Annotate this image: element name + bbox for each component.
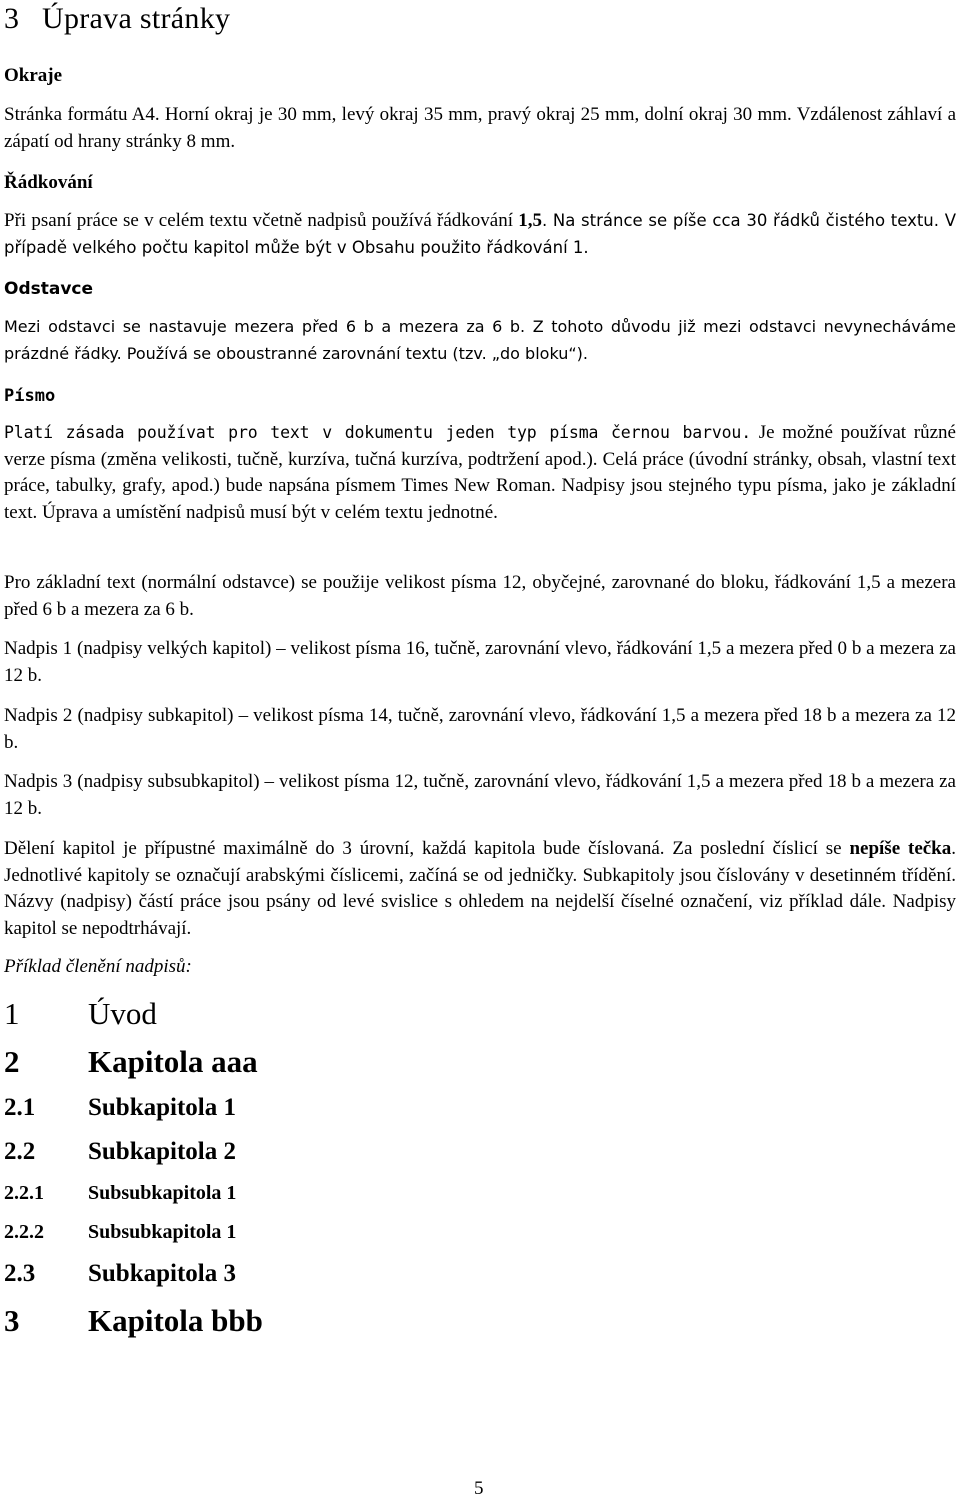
chapter-number: 3 <box>4 2 20 35</box>
paragraph-nadpis-2: Nadpis 2 (nadpisy subkapitol) – velikost písma 14, tučně, zarovnání vlevo, řádkování 1,5 a mezera před 18 b a mezera za 12 b. <box>4 705 956 753</box>
example-heading-number: 3 <box>4 1303 20 1338</box>
paragraph-zakladni-text: Pro základní text (normální odstavce) se použije velikost písma 12, obyčejné, zarovnané do bloku, řádkování 1,5 a mezera před 6 b a mezera za 6 b. <box>4 572 956 620</box>
example-heading-title: Subkapitola 2 <box>88 1138 236 1165</box>
section-text-odstavce <box>4 314 956 367</box>
section-heading-odstavce: Odstavce <box>4 279 94 299</box>
example-heading-number: 1 <box>4 996 20 1031</box>
example-heading-number: 2.2.1 <box>4 1182 44 1204</box>
deleni-text-part1: Dělení kapitol je přípustné maximálně do 3 úrovní, každá kapitola bude číslovaná. Za poslední číslicí se <box>4 838 850 859</box>
example-heading-title: Kapitola bbb <box>88 1303 263 1338</box>
example-heading-1 <box>4 996 157 1032</box>
section-text-okraje: Stránka formátu A4. Horní okraj je 30 mm, levý okraj 35 mm, pravý okraj 25 mm, dolní okraj 30 mm. Vzdálenost záhlaví a zápatí od hrany stránky 8 mm. <box>4 104 956 152</box>
section-text-pismo <box>4 420 956 526</box>
example-heading-title: Subkapitola 3 <box>88 1260 236 1287</box>
pismo-text-part2: Je možné používat různé verze písma (změna velikosti, tučně, kurzíva, tučná kurzíva, podtržení apod.). Celá práce (úvodní stránky, obsah, vlastní text práce, tabulky, grafy, apod.) bude napsána písmem Times New Roman. Nadpisy jsou stejného typu písma, jako je základní text. Úprava a umístění nadpisů musí být v celém textu jednotné. <box>4 422 956 523</box>
section-heading-okraje: Okraje <box>4 65 63 86</box>
radkovani-text-part1: Při psaní práce se v celém textu včetně nadpisů používá řádkování <box>4 210 519 231</box>
example-heading-2-1 <box>4 1094 236 1122</box>
example-heading-2-3 <box>4 1260 236 1288</box>
example-heading-2-2-1 <box>4 1182 236 1205</box>
radkovani-text-part2: . Na stránce se píše cca 30 řádků čistého textu. V případě velkého počtu kapitol může být v Obsahu použito řádkování 1. <box>4 211 956 257</box>
example-label: Příklad členění nadpisů: <box>4 956 192 977</box>
section-text-radkovani <box>4 208 956 261</box>
example-heading-title: Kapitola aaa <box>88 1044 258 1079</box>
example-heading-title: Úvod <box>88 996 157 1031</box>
example-heading-2-2-2 <box>4 1221 236 1244</box>
example-heading-title: Subsubkapitola 1 <box>88 1221 237 1243</box>
radkovani-text-bold: 1,5 <box>518 210 542 231</box>
example-heading-number: 2.2.2 <box>4 1221 44 1243</box>
example-heading-3 <box>4 1303 263 1339</box>
section-heading-pismo: Písmo <box>4 386 56 406</box>
example-heading-title: Subkapitola 1 <box>88 1094 236 1121</box>
example-heading-number: 2.2 <box>4 1138 36 1165</box>
example-heading-number: 2 <box>4 1044 20 1079</box>
chapter-heading <box>4 2 230 36</box>
paragraph-nadpis-1: Nadpis 1 (nadpisy velkých kapitol) – velikost písma 16, tučně, zarovnání vlevo, řádkování 1,5 a mezera před 0 b a mezera za 12 b. <box>4 638 956 686</box>
deleni-text-bold: nepíše tečka <box>849 838 952 859</box>
pismo-text-part1: Platí zásada používat pro text v dokumentu jeden typ písma černou barvou. <box>4 423 751 442</box>
example-heading-title: Subsubkapitola 1 <box>88 1182 237 1204</box>
example-heading-2-2 <box>4 1138 236 1166</box>
page-number: 5 <box>474 1478 484 1499</box>
chapter-title: Úprava stránky <box>42 2 231 35</box>
odstavce-text-part2: Z tohoto důvodu již mezi odstavci nevynecháváme prázdné řádky. Používá se oboustranné zarovnání textu (tzv. „do bloku“). <box>4 317 957 363</box>
example-heading-number: 2.3 <box>4 1260 36 1287</box>
section-heading-radkovani: Řádkování <box>4 172 93 193</box>
deleni-text-part2: . Jednotlivé kapitoly se označují arabskými číslicemi, začíná se od jedničky. Subkapitoly jsou číslovány v desetinném třídění. Názvy (nadpisy) částí práce jsou psány od levé svislice s ohledem na nejdelší číselné označení, viz příklad dále. Nadpisy kapitol se nepodtrhávají. <box>4 838 956 939</box>
example-heading-number: 2.1 <box>4 1094 36 1121</box>
paragraph-deleni-kapitol <box>4 836 956 942</box>
example-heading-2 <box>4 1044 258 1080</box>
odstavce-text-part1: Mezi odstavci se nastavuje mezera před 6 b a mezera za 6 b. <box>4 317 526 336</box>
paragraph-nadpis-3: Nadpis 3 (nadpisy subsubkapitol) – velikost písma 12, tučně, zarovnání vlevo, řádkování 1,5 a mezera před 18 b a mezera za 12 b. <box>4 771 956 819</box>
